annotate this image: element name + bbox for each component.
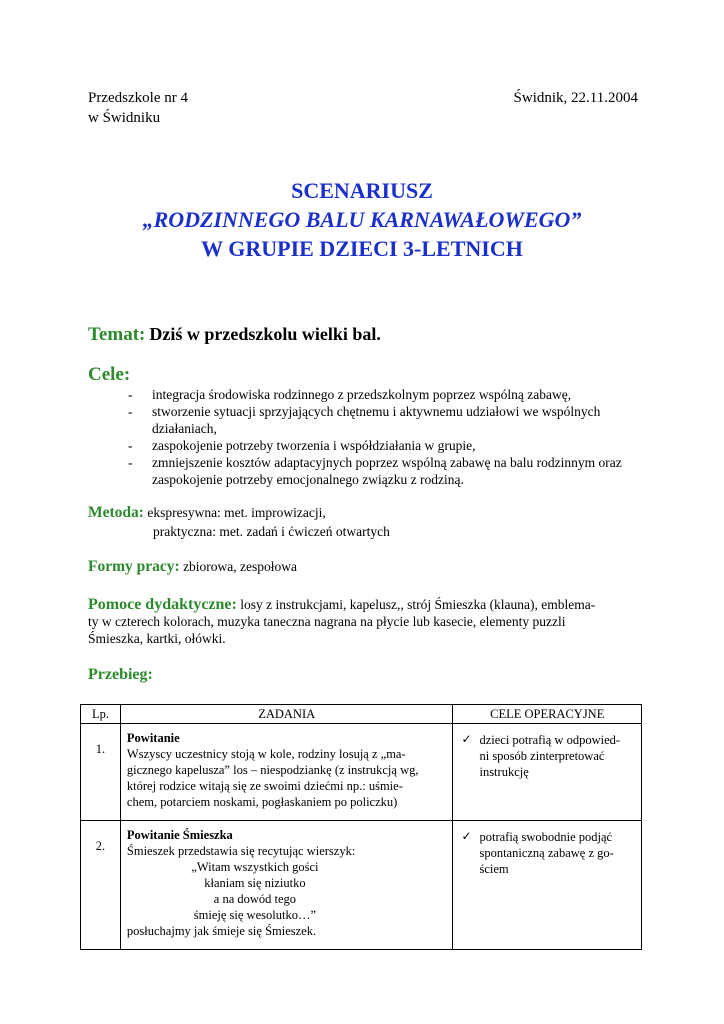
przebieg-table: [80, 704, 642, 950]
row-number: 1.: [81, 724, 121, 821]
poem: [127, 859, 377, 923]
title-line-2: „RODZINNEGO BALU KARNAWAŁOWEGO”: [142, 207, 582, 232]
pomoce-section: [88, 596, 648, 647]
list-item: - zmniejszenie kosztów adaptacyjnych poprzez wspólną zabawę na balu rodzinnym oraz zaspokojenie potrzeby emocjonalnego związku z rodziną.: [128, 455, 622, 487]
list-item: - zaspokojenie potrzeby tworzenia i współdziałania w grupie,: [128, 438, 476, 453]
metoda-line-1: ekspresywna: met. improwizacji,: [147, 505, 326, 520]
poem-line: „Witam wszystkich gości: [191, 860, 319, 874]
task-cell: [120, 821, 453, 950]
pomoce-line-1: losy z instrukcjami, kapelusz,, strój Śmieszka (klauna), emblema-: [240, 597, 596, 612]
task-line: posłuchajmy jak śmieje się Śmieszek.: [126, 924, 317, 938]
task-title: Powitanie: [126, 731, 180, 745]
przebieg-label: Przebieg:: [88, 666, 153, 683]
formy-label: Formy pracy:: [88, 558, 180, 575]
goal-cell: [453, 724, 642, 821]
list-item: - stworzenie sytuacji sprzyjających chętnemu i aktywnemu udziałowi we wspólnych działaniach,: [128, 404, 601, 436]
title-line-3: W GRUPIE DZIECI 3-LETNICH: [201, 236, 523, 261]
goal-item: ✓ potrafią swobodnie podjąć spontaniczną zabawę z go- ściem: [461, 829, 614, 876]
formy-section: [88, 558, 297, 575]
column-header-zadania: ZADANIA: [120, 705, 453, 724]
pomoce-line-3: Śmieszka, kartki, ołówki.: [88, 631, 226, 646]
list-item: - integracja środowiska rodzinnego z przedszkolnym poprzez wspólną zabawę,: [128, 387, 572, 402]
pomoce-line-2: ty w czterech kolorach, muzyka taneczna nagrana na płycie lub kasecie, elementy puzzli: [88, 614, 566, 629]
table-header-row: [81, 705, 642, 724]
table-row: [81, 724, 642, 821]
task-cell: [120, 724, 453, 821]
checkmark-icon: ✓: [461, 829, 472, 843]
poem-line: kłaniam się niziutko: [204, 876, 306, 890]
table-row: [81, 821, 642, 950]
place-date: Świdnik, 22.11.2004: [513, 90, 638, 106]
institution-name: [88, 88, 188, 128]
institution-line-1: Przedszkole nr 4: [88, 90, 188, 106]
title-line-1: SCENARIUSZ: [291, 178, 433, 203]
task-line: Wszyscy uczestnicy stoją w kole, rodziny losują z „ma-: [126, 747, 406, 761]
poem-line: a na dowód tego: [213, 892, 297, 906]
row-number: 2.: [81, 821, 121, 950]
formy-text: zbiorowa, zespołowa: [183, 559, 298, 574]
goal-cell: [453, 821, 642, 950]
poem-line: śmieję się wesolutko…”: [193, 908, 316, 922]
column-header-cele: CELE OPERACYJNE: [453, 705, 642, 724]
goal-item: ✓ dzieci potrafią w odpowied- ni sposób zinterpretować instrukcję: [461, 732, 621, 779]
task-line: Śmieszek przedstawia się recytując wierszyk:: [126, 844, 356, 858]
task-line: gicznego kapelusza” los – niespodziankę (z instrukcją wg,: [126, 763, 419, 777]
metoda-section: [88, 504, 326, 521]
temat-label: Temat:: [88, 324, 146, 345]
institution-line-2: w Świdniku: [88, 110, 161, 126]
task-line: której rodzice witają się ze swoimi dziećmi np.: uśmie-: [126, 779, 403, 793]
task-title: Powitanie Śmieszka: [126, 828, 233, 842]
temat-text: Dziś w przedszkolu wielki bal.: [149, 324, 381, 344]
temat-section: [88, 324, 381, 346]
cele-list: [128, 386, 648, 488]
column-header-lp: Lp.: [81, 705, 121, 724]
cele-label: Cele:: [88, 364, 131, 385]
task-line: chem, potarciem noskami, pogłaskaniem po policzku): [126, 795, 398, 809]
metoda-line-2: praktyczna: met. zadań i ćwiczeń otwartych: [153, 524, 390, 539]
checkmark-icon: ✓: [461, 732, 472, 746]
pomoce-label: Pomoce dydaktyczne:: [88, 596, 237, 613]
metoda-label: Metoda:: [88, 504, 144, 521]
